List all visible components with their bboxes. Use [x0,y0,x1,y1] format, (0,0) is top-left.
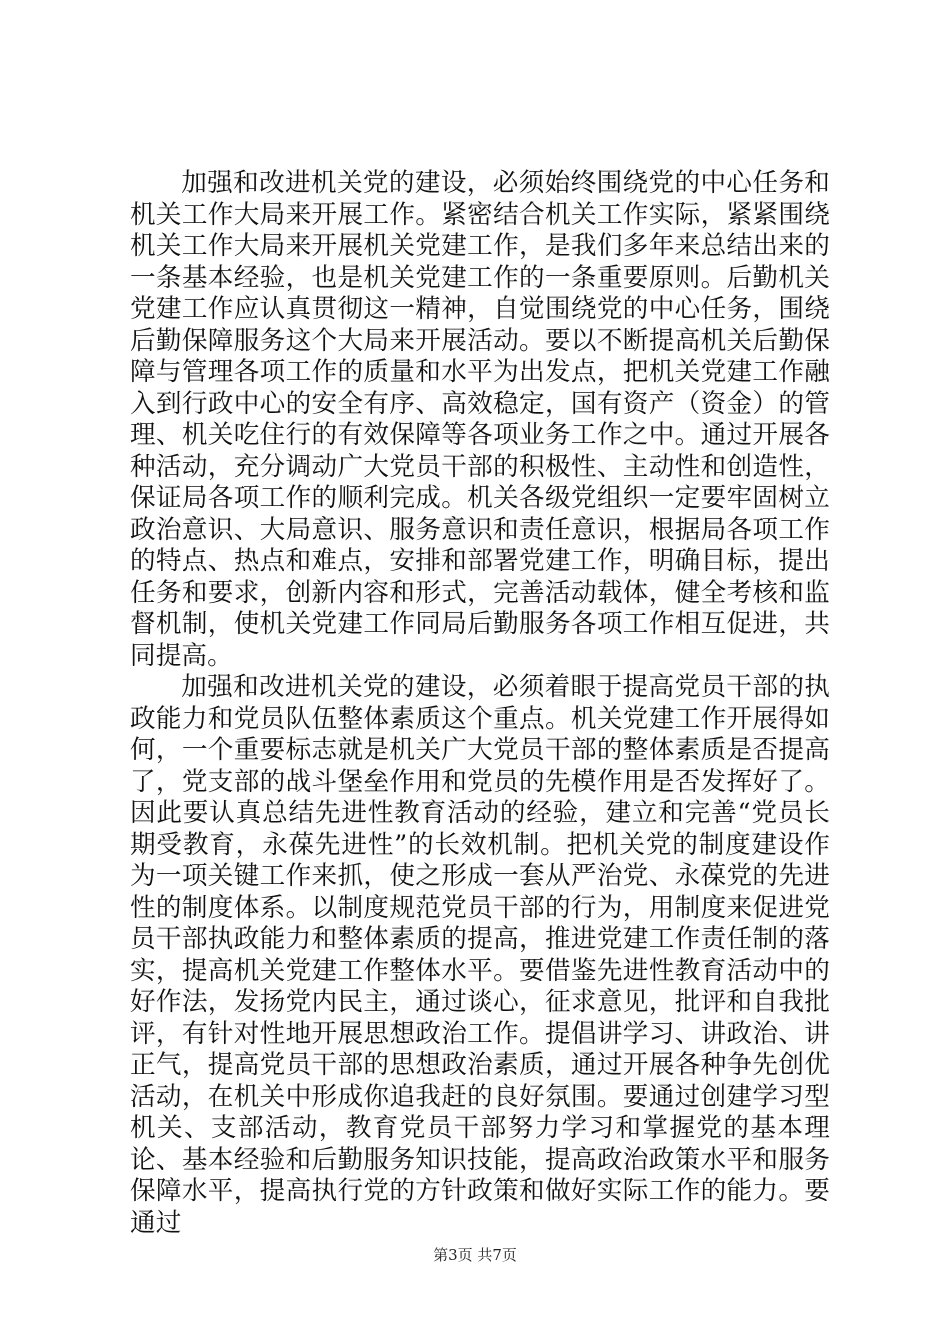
page-number-footer: 第3页 共7页 [433,1246,517,1264]
paragraph-1: 加强和改进机关党的建设，必须始终围绕党的中心任务和机关工作大局来开展工作。紧密结合机关工作实际，紧紧围绕机关工作大局来开展机关党建工作，是我们多年来总结出来的一条基本经验，也是机关党建工作的一条重要原则。后勤机关党建工作应认真贯彻这一精神，自觉围绕党的中心任务，围绕后勤保障服务这个大局来开展活动。要以不断提高机关后勤保障与管理各项工作的质量和水平为出发点，把机关党建工作融入到行政中心的安全有序、高效稳定，国有资产（资金）的管理、机关吃住行的有效保障等各项业务工作之中。通过开展各种活动，充分调动广大党员干部的积极性、主动性和创造性，保证局各项工作的顺利完成。机关各级党组织一定要牢固树立政治意识、大局意识、服务意识和责任意识，根据局各项工作的特点、热点和难点，安排和部署党建工作，明确目标，提出任务和要求，创新内容和形式，完善活动载体，健全考核和监督机制，使机关党建工作同局后勤服务各项工作相互促进，共同提高。 [130,168,830,671]
paragraph-2: 加强和改进机关党的建设，必须着眼于提高党员干部的执政能力和党员队伍整体素质这个重点。机关党建工作开展得如何，一个重要标志就是机关广大党员干部的整体素质是否提高了，党支部的战斗堡垒作用和党员的先模作用是否发挥好了。因此要认真总结先进性教育活动的经验，建立和完善“党员长期受教育，永葆先进性”的长效机制。把机关党的制度建设作为一项关键工作来抓，使之形成一套从严治党、永葆党的先进性的制度体系。以制度规范党员干部的行为，用制度来促进党员干部执政能力和整体素质的提高，推进党建工作责任制的落实，提高机关党建工作整体水平。要借鉴先进性教育活动中的好作法，发扬党内民主，通过谈心，征求意见，批评和自我批评，有针对性地开展思想政治工作。提倡讲学习、讲政治、讲正气，提高党员干部的思想政治素质，通过开展各种争先创优活动，在机关中形成你追我赶的良好氛围。要通过创建学习型机关、支部活动，教育党员干部努力学习和掌握党的基本理论、基本经验和后勤服务知识技能，提高政治政策水平和服务保障水平，提高执行党的方针政策和做好实际工作的能力。要通过 [130,672,830,1238]
document-body [130,168,830,1239]
